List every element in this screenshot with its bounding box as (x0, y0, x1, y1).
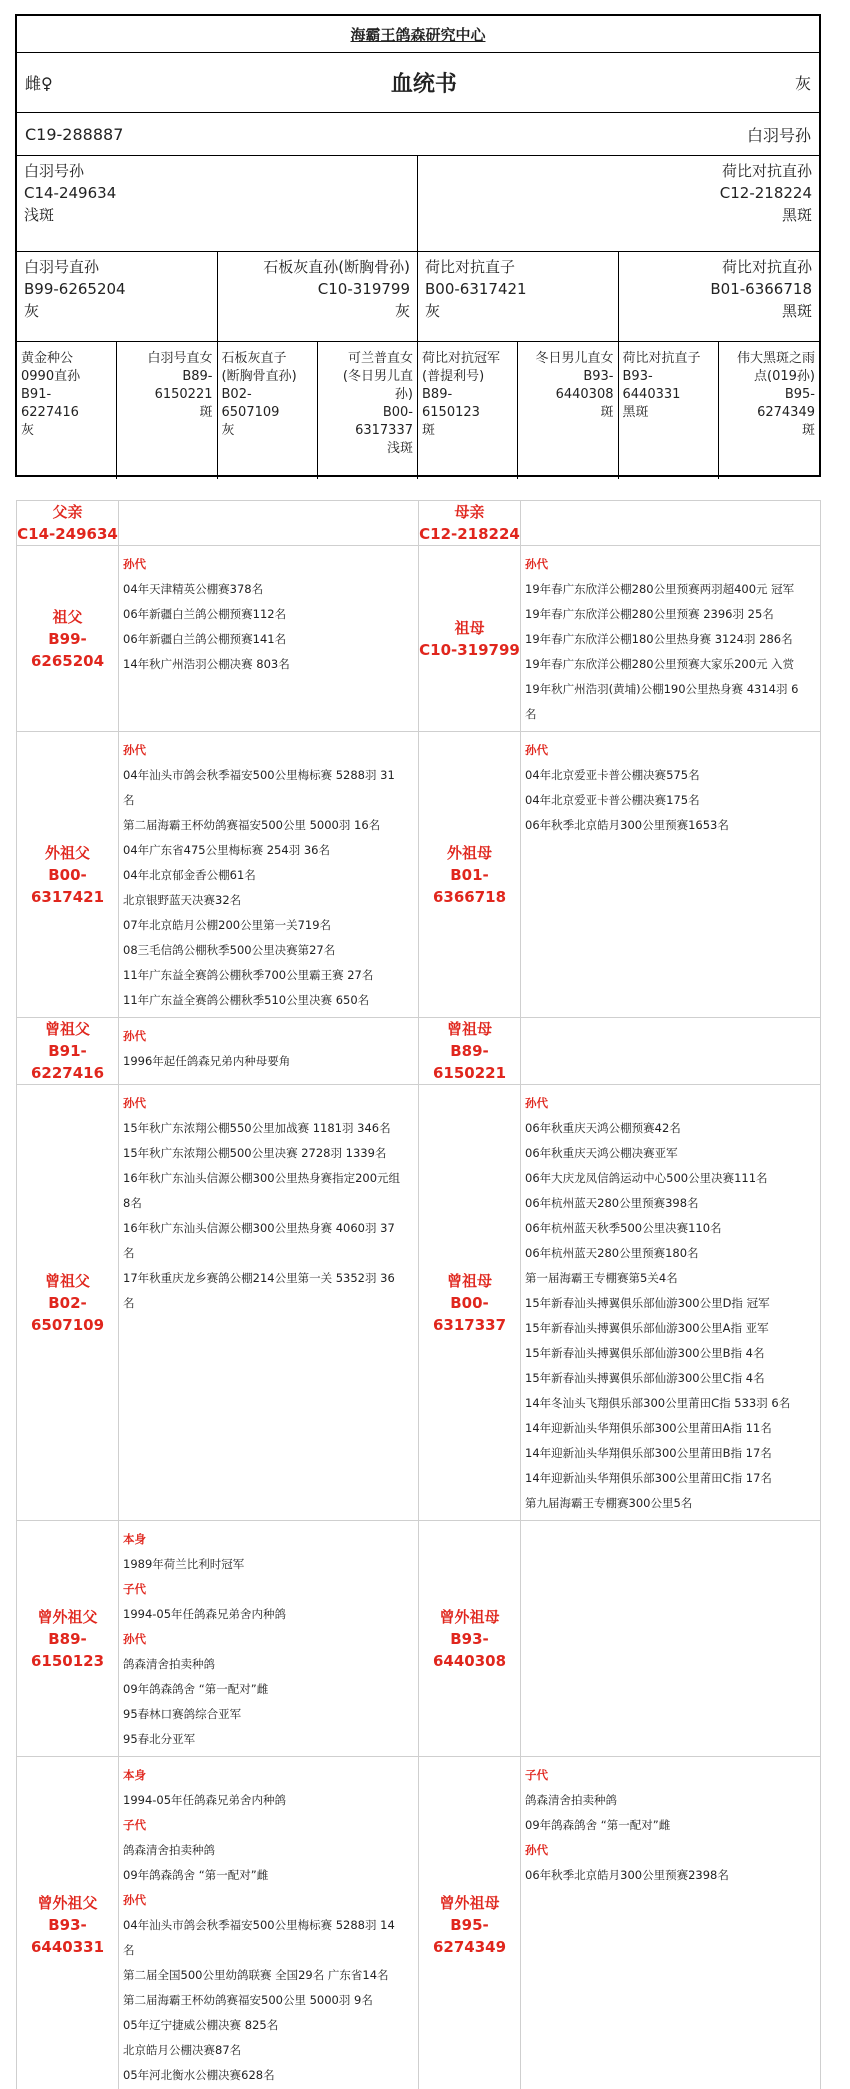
ancestor-name-cell (17, 1085, 119, 1521)
ancestor-ring: B02-6507109 (30, 1293, 105, 1334)
record-line: 15年新春汕头搏翼俱乐部仙游300公里D指 冠军 (525, 1296, 770, 1310)
generation-label: 子代 (123, 1582, 146, 1596)
ancestor-record-cell (521, 1085, 821, 1521)
ancestor-role: 外祖父 (44, 843, 90, 862)
record-line: 95春林口赛鸽综合亚军 (123, 1707, 242, 1721)
record-line: 第九届海霸王专棚赛300公里5名 (525, 1496, 693, 1510)
cert-heading: 血统书 (390, 72, 457, 97)
ancestor-ring: B01-6366718 (432, 865, 507, 906)
record-line: 14年迎新汕头华翔俱乐部300公里莆田A指 11名 (525, 1421, 772, 1435)
ancestor-name-cell (419, 1085, 521, 1521)
cert-color: 灰 (794, 74, 811, 93)
dam-cell: 荷比对抗直孙 C12-218224 黑斑 (719, 162, 812, 224)
record-line: 09年鸽森鸽舍 “第一配对”雌 (123, 1868, 269, 1882)
record-line: 15年新春汕头搏翼俱乐部仙游300公里B指 4名 (525, 1346, 765, 1360)
grandparent-cell: 荷比对抗直子 B00-6317421 灰 (418, 252, 619, 341)
ancestor-record-cell (119, 1018, 419, 1085)
cert-title-row (17, 16, 819, 53)
record-line: 04年北京爱亚卡普公棚决赛575名 (525, 768, 700, 782)
ancestry-row (17, 1521, 821, 1757)
ancestry-row (17, 1085, 821, 1521)
record-line: 04年汕头市鸽会秋季福安500公里梅标赛 5288羽 31 (123, 768, 395, 782)
generation-label: 本身 (123, 1768, 146, 1782)
ancestor-name-cell (17, 1757, 119, 2089)
generation-label: 孙代 (123, 743, 146, 757)
ancestor-record-cell (521, 1757, 821, 2089)
ancestor-name-cell (419, 732, 521, 1018)
cert-ring: C19-288887 (25, 124, 124, 144)
ancestor-role: 曾外祖母 (439, 1607, 500, 1626)
ancestor-ring: B95-6274349 (432, 1915, 507, 1956)
record-line: 06年秋季北京皓月300公里预赛1653名 (525, 818, 729, 832)
cert-title: 海霸王鸽森研究中心 (350, 25, 486, 44)
ancestor-role: 曾祖父 (44, 1020, 90, 1038)
ancestry-row (17, 732, 821, 1018)
great-grandparent-cell: 石板灰直子 (断胸骨直孙) B02- 6507109 灰 (218, 342, 318, 479)
record-line: 19年春广东欣洋公棚280公里预赛大家乐200元 入赏 (525, 657, 795, 671)
record-line: 鸽森清舍拍卖种鸽 (123, 1657, 215, 1671)
record-line: 04年北京爱亚卡普公棚决赛175名 (525, 793, 700, 807)
record-line: 8名 (123, 1196, 142, 1210)
record-line: 06年秋季北京皓月300公里预赛2398名 (525, 1868, 729, 1882)
ancestor-record-cell (521, 1521, 821, 1757)
record-line: 名 (123, 1943, 135, 1957)
sire-cell: 白羽号孙 C14-249634 浅斑 (17, 156, 418, 251)
generation-label: 子代 (123, 1818, 146, 1832)
record-line: 名 (123, 793, 135, 807)
record-line: 05年辽宁捷威公棚决赛 825名 (123, 2018, 279, 2032)
great-grandparent-cell: 荷比对抗冠军 (普提利号) B89- 6150123 斑 (418, 342, 518, 479)
record-line: 09年鸽森鸽舍 “第一配对”雌 (123, 1682, 269, 1696)
ancestor-name-cell (17, 1521, 119, 1757)
grandparent-cell: 荷比对抗直孙 B01-6366718 黑斑 (710, 258, 812, 320)
record-line: 11年广东益全赛鸽公棚秋季510公里决赛 650名 (123, 993, 370, 1007)
record-line: 06年大庆龙凤信鸽运动中心500公里决赛111名 (525, 1171, 768, 1185)
ancestor-name-cell (17, 546, 119, 732)
record-line: 14年迎新汕头华翔俱乐部300公里莆田C指 17名 (525, 1471, 772, 1485)
ancestor-ring: C12-218224 (419, 525, 520, 543)
pedigree-certificate (15, 14, 821, 477)
record-line: 07年北京皓月公棚200公里第一关719名 (123, 918, 332, 932)
ancestor-record-cell (119, 1085, 419, 1521)
ancestor-ring: C14-249634 (17, 525, 118, 543)
ancestor-role: 母亲 (454, 503, 485, 521)
ancestor-record-cell (119, 1757, 419, 2089)
record-line: 19年春广东欣洋公棚180公里热身赛 3124羽 286名 (525, 632, 793, 646)
record-line: 15年秋广东浓翔公棚550公里加战赛 1181羽 346名 (123, 1121, 391, 1135)
generation-label: 孙代 (123, 1029, 146, 1043)
record-line: 第二届海霸王杯幼鸽赛福安500公里 5000羽 9名 (123, 1993, 373, 2007)
ancestry-row (17, 501, 821, 546)
ancestor-record-cell (521, 546, 821, 732)
record-line: 06年秋重庆天鸿公棚决赛亚军 (525, 1146, 678, 1160)
ancestry-row (17, 546, 821, 732)
record-line: 名 (123, 1246, 135, 1260)
cert-sex: 雌♀ (25, 74, 53, 93)
ancestor-ring: B89-6150221 (432, 1042, 507, 1082)
great-grandparent-cell: 白羽号直女 B89- 6150221 斑 (117, 342, 217, 479)
ancestor-name-cell (419, 1521, 521, 1757)
generation-label: 孙代 (123, 1096, 146, 1110)
ancestor-role: 曾外祖母 (439, 1893, 500, 1912)
record-line: 04年广东省475公里梅标赛 254羽 36名 (123, 843, 330, 857)
parents-row (17, 156, 819, 252)
ancestry-detail-table (16, 500, 821, 2089)
cert-id-row (17, 113, 819, 156)
record-line: 鸽森清舍拍卖种鸽 (123, 1843, 215, 1857)
record-line: 1989年荷兰比利时冠军 (123, 1557, 245, 1571)
ancestor-record-cell (119, 732, 419, 1018)
grandparents-row (17, 252, 819, 342)
record-line: 09年鸽森鸽舍 “第一配对”雌 (525, 1818, 671, 1832)
record-line: 北京银野蓝天决赛32名 (123, 893, 242, 907)
cert-bird-name: 白羽号孙 (746, 125, 811, 145)
record-line: 06年秋重庆天鸿公棚预赛42名 (525, 1121, 681, 1135)
record-line: 第一届海霸王专棚赛第5关4名 (525, 1271, 678, 1285)
ancestor-ring: B91-6227416 (30, 1042, 105, 1082)
ancestor-role: 曾祖母 (446, 1020, 492, 1038)
record-line: 14年冬汕头飞翔俱乐部300公里莆田C指 533羽 6名 (525, 1396, 791, 1410)
ancestor-ring: B00-6317421 (30, 865, 105, 906)
record-line: 14年秋广州浩羽公棚决赛 803名 (123, 657, 290, 671)
great-grandparent-cell: 荷比对抗直子 B93- 6440331 黑斑 (619, 342, 719, 479)
record-line: 鸽森清舍拍卖种鸽 (525, 1793, 617, 1807)
record-line: 第二届全国500公里幼鸽联赛 全国29名 广东省14名 (123, 1968, 389, 1982)
record-line: 04年天津精英公棚赛378名 (123, 582, 264, 596)
generation-label: 孙代 (525, 743, 548, 757)
ancestor-record-cell (119, 501, 419, 546)
record-line: 06年杭州蓝天秋季500公里决赛110名 (525, 1221, 722, 1235)
record-line: 1994-05年任鸽森兄弟舍内种鸽 (123, 1607, 287, 1621)
record-line: 名 (525, 707, 537, 721)
great-grandparents-row (17, 342, 819, 479)
great-grandparent-cell: 伟大黑斑之雨 点(019孙) B95- 6274349 斑 (736, 351, 815, 438)
ancestor-ring: B93-6440331 (30, 1915, 105, 1956)
ancestry-row (17, 1757, 821, 2089)
record-line: 第二届海霸王杯幼鸽赛福安500公里 5000羽 16名 (123, 818, 381, 832)
record-line: 95春北分亚军 (123, 1732, 196, 1746)
ancestor-role: 祖母 (454, 618, 485, 637)
record-line: 08三毛信鸽公棚秋季500公里决赛第27名 (123, 943, 336, 957)
ancestor-name-cell (17, 1018, 119, 1085)
record-line: 06年杭州蓝天280公里预赛398名 (525, 1196, 699, 1210)
great-grandparent-cell: 冬日男儿直女 B93- 6440308 斑 (518, 342, 618, 479)
grandparent-cell: 白羽号直孙 B99-6265204 灰 (17, 252, 218, 341)
ancestor-ring: C10-319799 (419, 640, 520, 659)
record-line: 05年河北衡水公棚决赛628名 (123, 2068, 275, 2082)
ancestor-role: 曾外祖父 (37, 1607, 98, 1626)
record-line: 17年秋重庆龙乡赛鸽公棚214公里第一关 5352羽 36 (123, 1271, 395, 1285)
record-line: 06年新疆白兰鸽公棚预赛112名 (123, 607, 287, 621)
ancestor-role: 曾祖父 (44, 1271, 90, 1290)
great-grandparent-cell: 可兰普直女 (冬日男儿直 孙) B00- 6317337 浅斑 (318, 342, 418, 479)
ancestor-record-cell (521, 732, 821, 1018)
great-grandparent-cell: 黄金种公 0990直孙 B91- 6227416 灰 (17, 342, 117, 479)
record-line: 15年新春汕头搏翼俱乐部仙游300公里C指 4名 (525, 1371, 765, 1385)
ancestor-name-cell (17, 732, 119, 1018)
ancestor-record-cell (521, 1018, 821, 1085)
record-line: 06年杭州蓝天280公里预赛180名 (525, 1246, 699, 1260)
record-line: 14年迎新汕头华翔俱乐部300公里莆田B指 17名 (525, 1446, 772, 1460)
ancestor-name-cell (419, 546, 521, 732)
generation-label: 子代 (525, 1768, 548, 1782)
ancestor-name-cell (419, 1757, 521, 2089)
record-line: 19年春广东欣洋公棚280公里预赛 2396羽 25名 (525, 607, 774, 621)
ancestor-name-cell (17, 501, 119, 546)
ancestor-name-cell (419, 1018, 521, 1085)
record-line: 11年广东益全赛鸽公棚秋季700公里霸王赛 27名 (123, 968, 374, 982)
ancestor-ring: B99-6265204 (30, 629, 105, 670)
generation-label: 孙代 (525, 557, 548, 571)
ancestor-ring: B00-6317337 (432, 1293, 507, 1334)
ancestor-record-cell (119, 1521, 419, 1757)
record-line: 16年秋广东汕头信源公棚300公里热身赛指定200元组 (123, 1171, 401, 1185)
record-line: 04年汕头市鸽会秋季福安500公里梅标赛 5288羽 14 (123, 1918, 395, 1932)
record-line: 15年新春汕头搏翼俱乐部仙游300公里A指 亚军 (525, 1321, 769, 1335)
record-line: 16年秋广东汕头信源公棚300公里热身赛 4060羽 37 (123, 1221, 395, 1235)
record-line: 19年春广东欣洋公棚280公里预赛两羽超400元 冠军 (525, 582, 795, 596)
ancestor-name-cell (419, 501, 521, 546)
record-line: 15年秋广东浓翔公棚500公里决赛 2728羽 1339名 (123, 1146, 387, 1160)
record-line: 04年北京郁金香公棚61名 (123, 868, 256, 882)
record-line: 1996年起任鸽森兄弟内种母要角 (123, 1054, 291, 1068)
ancestor-ring: B93-6440308 (432, 1629, 507, 1670)
generation-label: 孙代 (123, 1893, 146, 1907)
record-line: 名 (123, 1296, 135, 1310)
ancestor-role: 父亲 (52, 503, 83, 521)
ancestor-record-cell (119, 546, 419, 732)
cert-heading-row (17, 53, 819, 113)
ancestor-role: 祖父 (52, 607, 83, 626)
record-line: 1994-05年任鸽森兄弟舍内种鸽 (123, 1793, 287, 1807)
record-line: 19年秋广州浩羽(黄埔)公棚190公里热身赛 4314羽 6 (525, 682, 799, 696)
generation-label: 孙代 (525, 1096, 548, 1110)
generation-label: 孙代 (123, 557, 146, 571)
generation-label: 孙代 (525, 1843, 548, 1857)
ancestor-ring: B89-6150123 (30, 1629, 105, 1670)
record-line: 06年新疆白兰鸽公棚预赛141名 (123, 632, 287, 646)
record-line: 北京皓月公棚决赛87名 (123, 2043, 242, 2057)
ancestry-row (17, 1018, 821, 1085)
grandparent-cell: 石板灰直孙(断胸骨孙) C10-319799 灰 (218, 252, 419, 341)
ancestor-record-cell (521, 501, 821, 546)
ancestor-role: 曾外祖父 (37, 1893, 98, 1912)
generation-label: 本身 (123, 1532, 146, 1546)
ancestor-role: 外祖母 (446, 843, 492, 862)
ancestor-role: 曾祖母 (446, 1271, 492, 1290)
generation-label: 孙代 (123, 1632, 146, 1646)
